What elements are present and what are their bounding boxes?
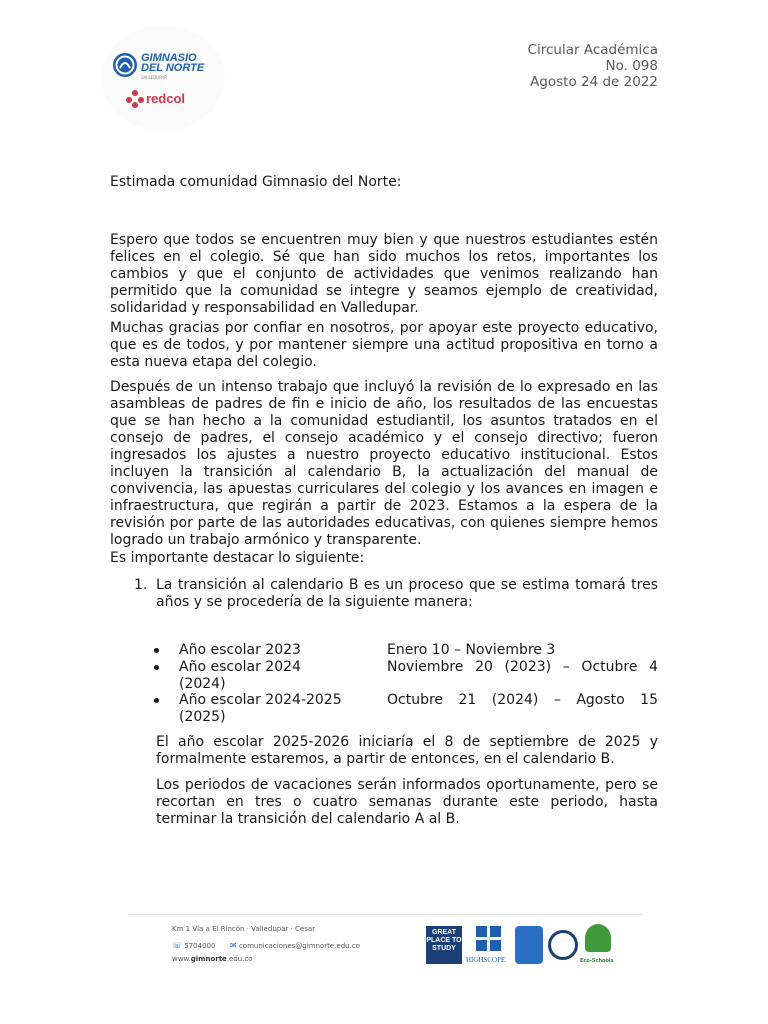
mail-icon: ✉ — [230, 941, 237, 950]
footer-address: Km 1 Vía a El Rincón · Valledupar · Cesar — [172, 925, 316, 933]
bullet-icon — [154, 665, 159, 670]
paragraph-2: Muchas gracias por confiar en nosotros, por apoyar este proyecto educativo, que es de todos, y por mantener siempre una actitud propositiva en torno a esta nueva etapa del colegio. — [110, 320, 658, 370]
highscope-logo — [476, 926, 502, 952]
bullet-label-2024: Año escolar 2024 (2024) — [179, 659, 301, 692]
bullet-range-2024-2025: Octubre 21 (2024) – Agosto 15 — [387, 692, 658, 708]
web-prefix: www. — [172, 955, 191, 963]
greeting: Estimada comunidad Gimnasio del Norte: — [110, 174, 402, 190]
redcol-icon — [125, 89, 145, 109]
circular-number: No. 098 — [605, 58, 658, 74]
circular-title: Circular Académica — [527, 42, 658, 58]
footer-phone-number: 5704000 — [184, 942, 216, 950]
paragraph-4: Es importante destacar lo siguiente: — [110, 550, 365, 566]
eco-schools-tree-icon — [585, 924, 611, 952]
paragraph-1: Espero que todos se encuentren muy bien y que nuestros estudiantes estén felices en el colegio. Sé que han sido muchos los retos, importantes los cambios y que el conjunto de actividades que venimos realizando han permitido que la comunidad se integre y seamos ejemplo de creatividad, solidaridad y responsabilidad en Valledupar. — [110, 232, 658, 316]
phone-icon: ☏ — [172, 941, 183, 950]
footer-email[interactable] — [230, 941, 360, 950]
circular-date: Agosto 24 de 2022 — [530, 74, 658, 90]
bullet-icon — [154, 698, 159, 703]
paragraph-3: Después de un intenso trabajo que incluyó la revisión de lo expresado en las asambleas de padres de fin e inicio de año, los resultados de las encuestas que se han hecho a la comunidad estudiantil, los asuntos tratados en el consejo de padres, el consejo académico y el consejo directivo; fueron ingresados los ajustes a nuestro proyecto educativo institucional. Estos incluyen la transición al calendario B, la actualización del manual de convivencia, las apuestas curriculares del colegio y los avances en imagen e infraestructura, que regirán a partir de 2023. Estamos a la espera de la revisión por parte de las autoridades educativas, con quienes siempre hemos logrado un trabajo armónico y transparente. — [110, 379, 658, 548]
highscope-square — [476, 926, 487, 937]
list-item-number: 1. — [134, 577, 148, 593]
school-logo-name — [141, 53, 221, 73]
logo-name-line2: DEL NORTE — [141, 62, 205, 74]
bullet-label-2023: Año escolar 2023 — [179, 642, 301, 658]
highscope-text: HIGHSCOPE — [466, 956, 506, 964]
list-item-text: La transición al calendario B es un proceso que se estima tomará tres años y se procedería de la siguiente manera: — [156, 577, 658, 610]
circular-heading — [528, 42, 658, 90]
redcol-logo-text: redcol — [146, 91, 186, 106]
logo-subtitle: VALLEDUPAR — [141, 75, 167, 80]
highscope-square — [476, 940, 487, 951]
bullet-range-2023: Enero 10 – Noviembre 3 — [387, 642, 556, 658]
school-emblem-icon — [112, 52, 138, 78]
accreditation-seal — [548, 930, 578, 960]
highscope-square — [490, 926, 501, 937]
certification-badge — [515, 926, 543, 964]
bullet-range-2024: Noviembre 20 (2023) – Octubre 4 — [387, 659, 658, 675]
footer-divider — [128, 914, 642, 915]
bullet-icon — [154, 648, 159, 653]
web-name: gimnorte — [190, 955, 227, 963]
eco-schools-text: Eco-Schools — [580, 958, 614, 964]
paragraph-6: Los periodos de vacaciones serán informados oportunamente, pero se recortan en tres o cuatro semanas durante este periodo, hasta terminar la transición del calendario A al B. — [156, 777, 658, 827]
footer-email-address[interactable]: comunicaciones@gimnorte.edu.co — [238, 942, 360, 950]
web-suffix: .edu.co — [226, 955, 253, 963]
highscope-square — [490, 940, 501, 951]
bullet-label-2024-2025: Año escolar 2024-2025 (2025) — [179, 692, 342, 725]
footer-website[interactable] — [172, 955, 253, 963]
paragraph-5: El año escolar 2025-2026 iniciaría el 8 de septiembre de 2025 y formalmente estaremos, a partir de entonces, en el calendario B. — [156, 734, 658, 767]
logo-name-line1: GIMNASIO — [141, 52, 197, 64]
great-place-to-study-badge: GREAT PLACE TO STUDY — [426, 926, 462, 964]
footer-phone — [172, 941, 215, 950]
